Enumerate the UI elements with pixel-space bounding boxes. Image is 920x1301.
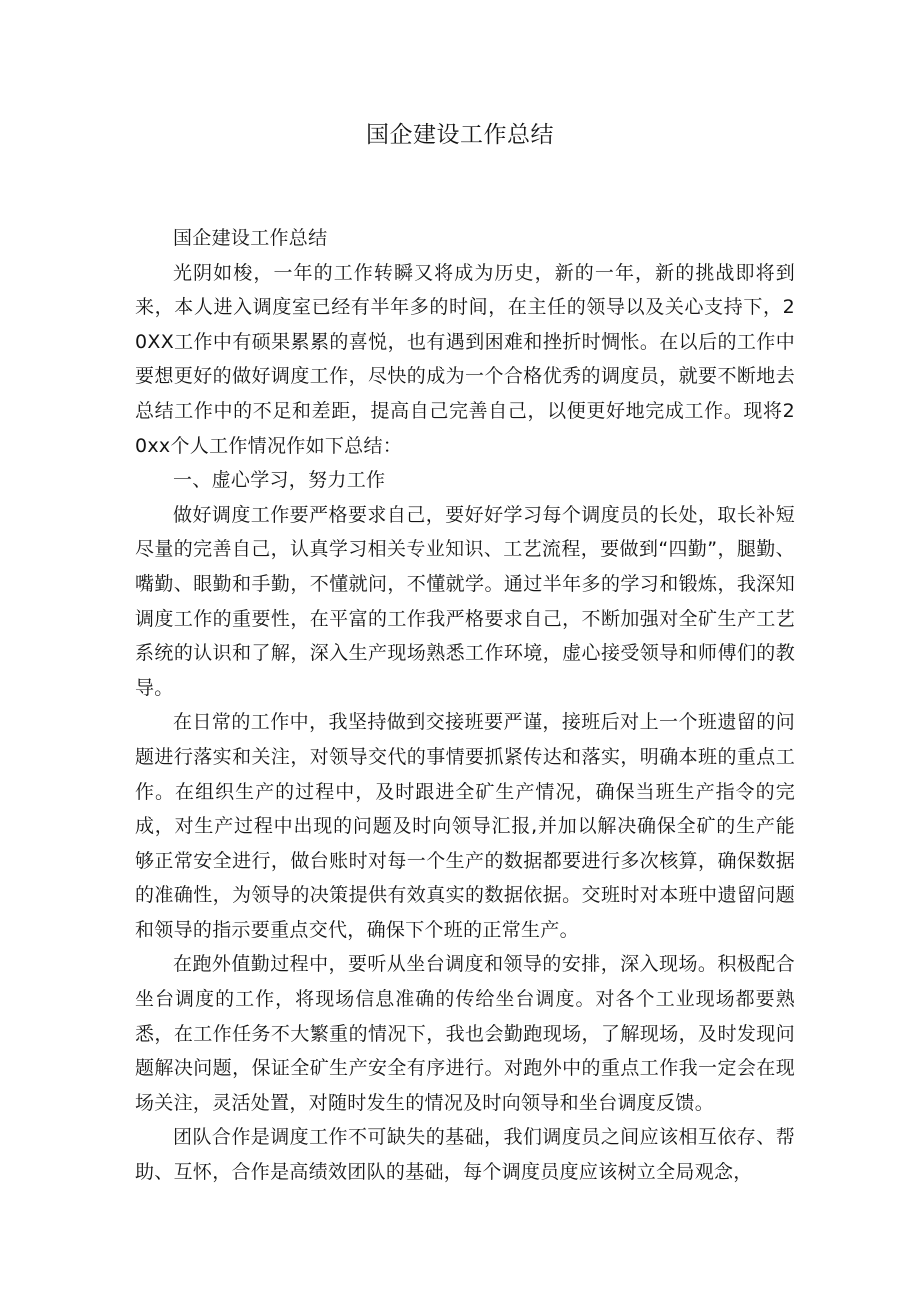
document-title: 国企建设工作总结 [366,122,554,148]
document-body [135,221,795,1190]
paragraph-heading-repeat: 国企建设工作总结 [173,227,328,249]
section-heading-1: 一、虚心学习，努力工作 [173,469,386,492]
paragraph-intro: 光阴如梭，一年的工作转瞬又将成为历史，新的一年，新的挑战即将到来，本人进入调度室已经有半年多的时间，在主任的领导以及关心支持下，20XX工作中有硕果累累的喜悦，也有遇到困难和挫折时惆怅。在以后的工作中要想更好的做好调度工作，尽快的成为一个合格优秀的调度员，就要不断地去总结工作中的不足和差距，提高自己完善自己，以便更好地完成工作。现将20xx个人工作情况作如下总结： [135,261,795,457]
paragraph-daily-work: 在日常的工作中，我坚持做到交接班要严谨，接班后对上一个班遗留的问题进行落实和关注，对领导交代的事情要抓紧传达和落实，明确本班的重点工作。在组织生产的过程中，及时跟进全矿生产情况，确保当班生产指令的完成，对生产过程中出现的问题及时向领导汇报,并加以解决确保全矿的生产能够正常安全进行，做台账时对每一个生产的数据都要进行多次核算，确保数据的准确性，为领导的决策提供有效真实的数据依据。交班时对本班中遗留问题和领导的指示要重点交代，确保下个班的正常生产。 [135,711,795,941]
paragraph-field-duty: 在跑外值勤过程中，要听从坐台调度和领导的安排，深入现场。积极配合坐台调度的工作，将现场信息准确的传给坐台调度。对各个工业现场都要熟悉，在工作任务不大繁重的情况下，我也会勤跑现场，了解现场，及时发现问题解决问题，保证全矿生产安全有序进行。对跑外中的重点工作我一定会在现场关注，灵活处置，对随时发生的情况及时向领导和坐台调度反馈。 [135,953,795,1114]
paragraph-teamwork: 团队合作是调度工作不可缺失的基础，我们调度员之间应该相互依存、帮助、互怀，合作是高绩效团队的基础，每个调度员度应该树立全局观念， [135,1126,795,1184]
paragraph-learning: 做好调度工作要严格要求自己，要好好学习每个调度员的长处，取长补短尽量的完善自己，认真学习相关专业知识、工艺流程，要做到“四勤”，腿勤、嘴勤、眼勤和手勤，不懂就问，不懂就学。通过半年多的学习和锻炼，我深知调度工作的重要性，在平富的工作我严格要求自己，不断加强对全矿生产工艺系统的认识和了解，深入生产现场熟悉工作环境，虚心接受领导和师傅们的教导。 [135,503,795,699]
